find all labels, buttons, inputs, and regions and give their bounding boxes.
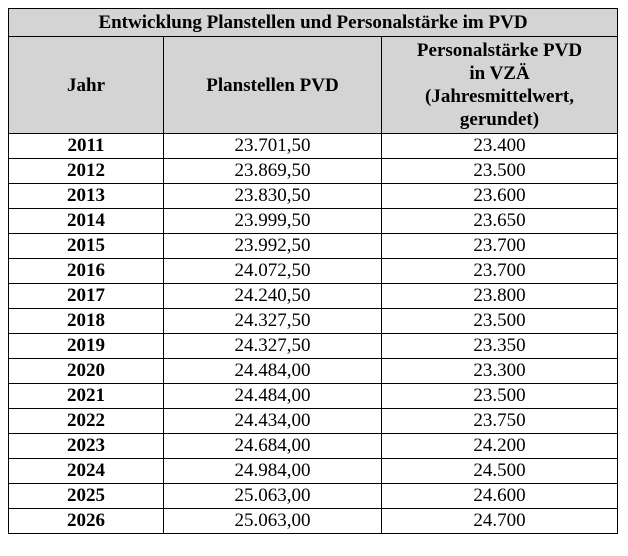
personal-cell: 23.500 xyxy=(382,159,618,184)
planstellen-cell: 23.999,50 xyxy=(164,209,382,234)
table-row xyxy=(9,409,618,434)
table-row xyxy=(9,334,618,359)
personal-cell: 24.200 xyxy=(382,434,618,459)
planstellen-cell: 24.984,00 xyxy=(164,459,382,484)
year-cell: 2013 xyxy=(9,184,164,209)
planstellen-cell: 23.701,50 xyxy=(164,134,382,159)
personal-cell: 24.600 xyxy=(382,484,618,509)
table-row xyxy=(9,184,618,209)
personal-cell: 23.350 xyxy=(382,334,618,359)
planstellen-table xyxy=(8,8,618,534)
table-row xyxy=(9,384,618,409)
header-personalstaerke-line-1: Personalstärke PVD xyxy=(416,40,583,61)
year-cell: 2024 xyxy=(9,459,164,484)
document-page xyxy=(8,8,618,534)
year-cell: 2016 xyxy=(9,259,164,284)
year-cell: 2011 xyxy=(9,134,164,159)
personal-cell: 23.650 xyxy=(382,209,618,234)
personal-cell: 24.500 xyxy=(382,459,618,484)
table-row xyxy=(9,209,618,234)
table-row xyxy=(9,259,618,284)
header-year: Jahr xyxy=(9,37,164,134)
personal-cell: 23.750 xyxy=(382,409,618,434)
planstellen-cell: 24.684,00 xyxy=(164,434,382,459)
year-cell: 2018 xyxy=(9,309,164,334)
year-cell: 2014 xyxy=(9,209,164,234)
planstellen-cell: 23.869,50 xyxy=(164,159,382,184)
year-cell: 2022 xyxy=(9,409,164,434)
personal-cell: 23.300 xyxy=(382,359,618,384)
planstellen-cell: 24.327,50 xyxy=(164,334,382,359)
planstellen-cell: 24.434,00 xyxy=(164,409,382,434)
year-cell: 2020 xyxy=(9,359,164,384)
personal-cell: 24.700 xyxy=(382,509,618,534)
year-cell: 2015 xyxy=(9,234,164,259)
table-row xyxy=(9,434,618,459)
planstellen-cell: 25.063,00 xyxy=(164,509,382,534)
table-row xyxy=(9,284,618,309)
table-row xyxy=(9,309,618,334)
year-cell: 2012 xyxy=(9,159,164,184)
planstellen-cell: 23.992,50 xyxy=(164,234,382,259)
table-row xyxy=(9,159,618,184)
year-cell: 2019 xyxy=(9,334,164,359)
year-cell: 2026 xyxy=(9,509,164,534)
planstellen-cell: 23.830,50 xyxy=(164,184,382,209)
planstellen-cell: 24.484,00 xyxy=(164,359,382,384)
personal-cell: 23.700 xyxy=(382,234,618,259)
header-personalstaerke-line-4: gerundet) xyxy=(459,109,540,130)
header-planstellen: Planstellen PVD xyxy=(164,37,382,134)
year-cell: 2021 xyxy=(9,384,164,409)
personal-cell: 23.500 xyxy=(382,309,618,334)
table-title: Entwicklung Planstellen und Personalstärke im PVD xyxy=(9,9,618,37)
personal-cell: 23.500 xyxy=(382,384,618,409)
year-cell: 2017 xyxy=(9,284,164,309)
planstellen-cell: 24.240,50 xyxy=(164,284,382,309)
planstellen-cell: 24.327,50 xyxy=(164,309,382,334)
personal-cell: 23.700 xyxy=(382,259,618,284)
personal-cell: 23.800 xyxy=(382,284,618,309)
year-cell: 2025 xyxy=(9,484,164,509)
year-cell: 2023 xyxy=(9,434,164,459)
header-personalstaerke-line-2: in VZÄ xyxy=(469,63,530,84)
personal-cell: 23.400 xyxy=(382,134,618,159)
table-title-row xyxy=(9,9,618,37)
table-row xyxy=(9,509,618,534)
planstellen-cell: 25.063,00 xyxy=(164,484,382,509)
table-row xyxy=(9,459,618,484)
planstellen-cell: 24.072,50 xyxy=(164,259,382,284)
table-row xyxy=(9,234,618,259)
table-row xyxy=(9,484,618,509)
header-personalstaerke xyxy=(382,37,618,134)
header-personalstaerke-line-3: (Jahresmittelwert, xyxy=(425,86,574,107)
table-row xyxy=(9,134,618,159)
table-row xyxy=(9,359,618,384)
table-header-row xyxy=(9,37,618,134)
personal-cell: 23.600 xyxy=(382,184,618,209)
planstellen-cell: 24.484,00 xyxy=(164,384,382,409)
